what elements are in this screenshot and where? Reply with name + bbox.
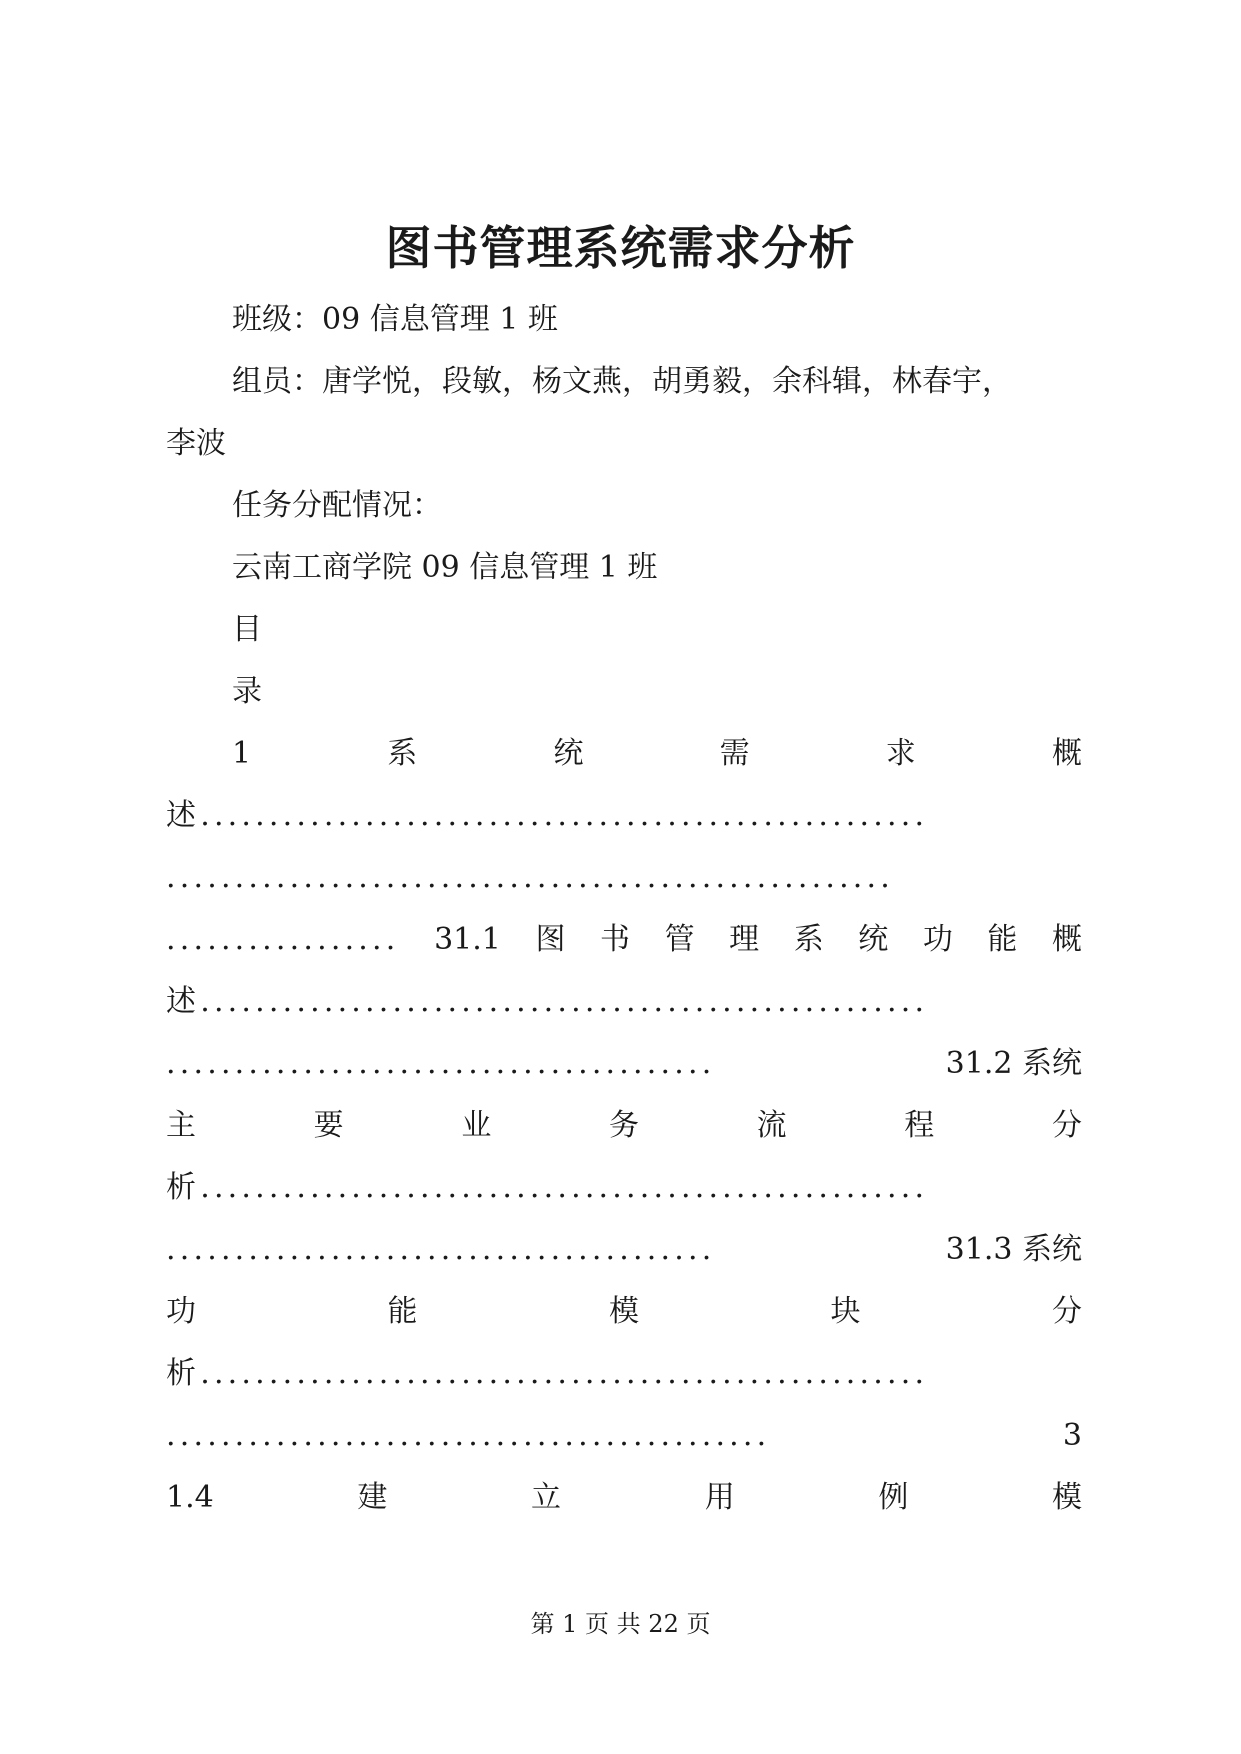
toc-entry-1-3-line [166,1230,1082,1270]
toc-entry-1-heading [232,734,1082,774]
toc-word: 求 [885,736,916,771]
members-line-cont: 李波 [166,426,226,461]
toc-section-number: 31.1 [434,922,501,957]
toc-page-and-next: 31.2 系统 [945,1046,1082,1081]
toc-dot-leader: ..................................................... [166,860,895,895]
toc-word: 1 [232,736,252,771]
toc-dot-leader: ................. [166,922,400,957]
toc-page-number: 3 [1062,1418,1082,1453]
toc-entry-1-2-line [166,1044,1082,1084]
toc-dot-leader: ........................................ [166,1046,716,1081]
toc-heading-char1: 目 [232,612,262,647]
toc-dot-leader: 述..................................................... [166,798,929,833]
toc-word: 统 [553,736,584,771]
toc-entry-1-3-heading: 功 能 模 块 分 [166,1294,1082,1329]
toc-word: 需 [719,736,750,771]
toc-page-and-next: 31.3 系统 [945,1232,1082,1267]
toc-dot-leader: ........................................ [166,1232,716,1267]
toc-entry-1-2-heading: 主 要 业 务 流 程 分 [166,1108,1082,1143]
toc-dot-leader: 析..................................................... [166,1170,929,1205]
toc-heading-char2: 录 [232,674,262,709]
toc-entry-1-4-heading: 1.4 建 立 用 例 模 [166,1480,1082,1515]
class-line: 班级：09 信息管理 1 班 [232,302,558,337]
toc-word: 系 [387,736,418,771]
page-footer: 第 1 页 共 22 页 [530,1610,711,1638]
task-assignment-label: 任务分配情况： [232,488,442,523]
toc-dot-leader: ............................................ [166,1418,771,1453]
members-line: 组员：唐学悦，段敏，杨文燕，胡勇毅，余科辑，林春宇， [232,364,1012,399]
toc-entry-page-line [166,1416,1082,1456]
toc-dot-leader: 析..................................................... [166,1356,929,1391]
document-title: 图书管理系统需求分析 [385,221,856,275]
school-line: 云南工商学院 09 信息管理 1 班 [232,550,658,585]
toc-entry-1-1-heading: ................. 31.1 图 书 管 理 系 统 功 能 概 [166,920,1082,960]
toc-word: 概 [1051,736,1082,771]
toc-dot-leader: 述..................................................... [166,984,929,1019]
